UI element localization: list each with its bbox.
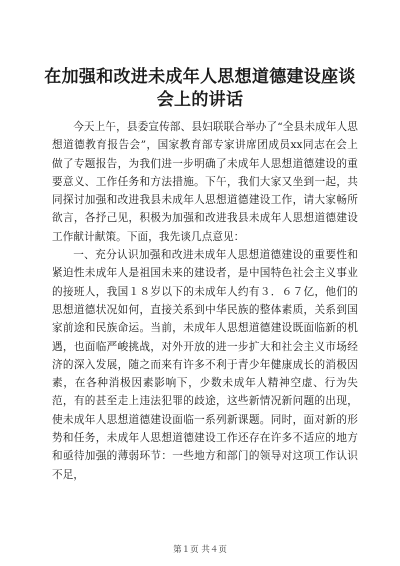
document-body — [52, 118, 358, 484]
paragraph-section-one: 一、充分认识加强和改进未成年人思想道德建设的重要性和紧迫性未成年人是祖国未来的建设者，是中国特色社会主义事业的接班人，我国１８岁以下的未成年人约有３．６７亿，他们的思想道德状况如何，直接关系到中华民族的整体素质，关系到国家前途和民族命运。当前，未成年人思想道德建设既面临新的机遇，也面临严峻挑战，对外开放的进一步扩大和社会主义市场经济的深入发展，随之而来有许多不利于青少年健康成长的消极因素，在各种消极因素影响下，少数未成年人精神空虚、行为失范，有的甚至走上违法犯罪的歧途，这些新情况新问题的出现，使未成年人思想道德建设面临一系列新课题。同时，面对新的形势和任务，未成年人思想道德建设工作还存在许多不适应的地方和亟待加强的薄弱环节：一些地方和部门的领导对这项工作认识不足， — [52, 249, 358, 481]
paragraph-intro: 今天上午，县委宣传部、县妇联联合举办了“全县未成年人思想道德教育报告会”，国家教育部专家讲席团成员xx同志在会上做了专题报告，为我们进一步明确了未成年人思想道德建设的重要意义、工作任务和方法措施。下午，我们大家又坐到一起，共同探讨加强和改进我县未成年人思想道德建设工作，请大家畅所欲言，各抒己见，积极为加强和改进我县未成年人思想道德建设工作献计献策。下面，我先谈几点意见： — [52, 121, 358, 243]
page-number-footer: 第１页 共４页 — [173, 545, 227, 555]
document-title: 在加强和改进未成年人思想道德建设座谈会上的讲话 — [44, 67, 356, 110]
